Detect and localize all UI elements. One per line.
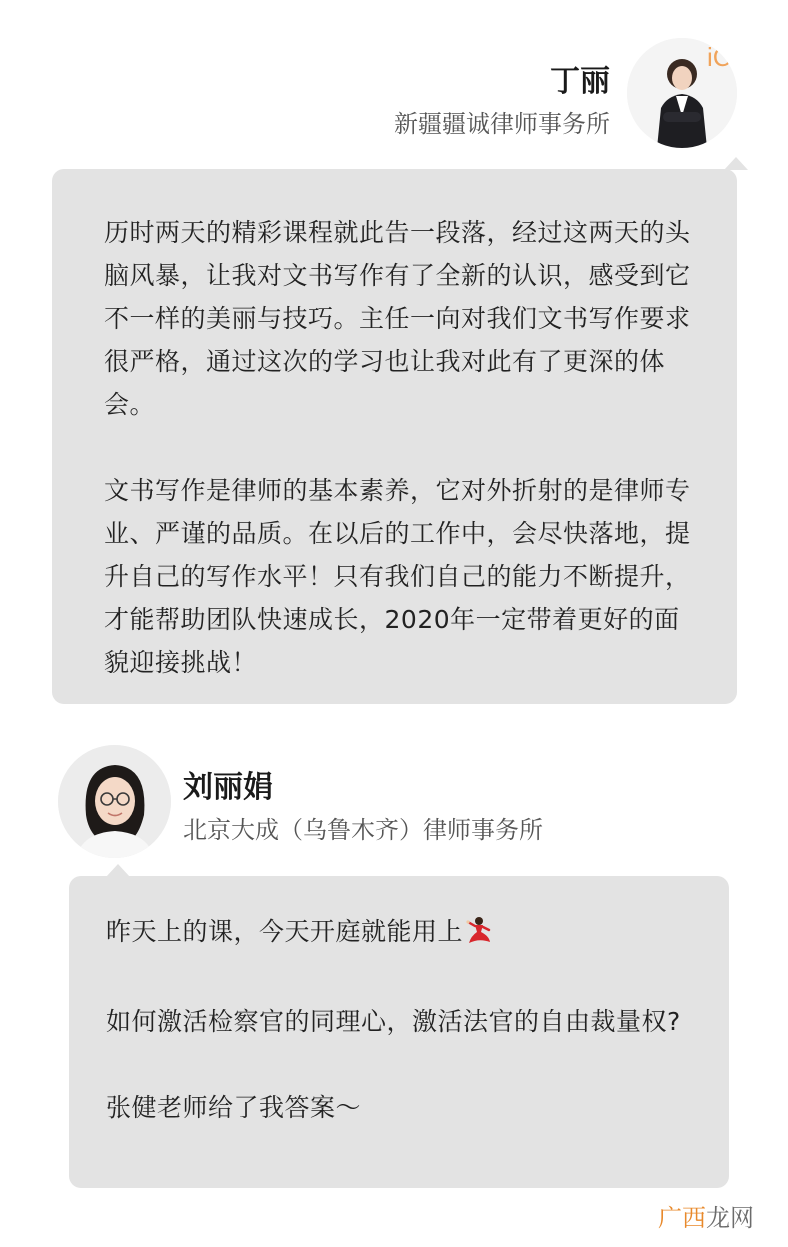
site-watermark	[658, 1198, 754, 1233]
watermark-part: 西	[682, 1204, 706, 1232]
author-name: 刘丽娟	[183, 770, 273, 805]
bubble-tail	[106, 864, 130, 877]
comment-paragraph: 如何激活检察官的同理心，激活法官的自由裁量权?	[106, 1007, 681, 1036]
comment-paragraph: 文书写作是律师的基本素养，它对外折射的是律师专业、严谨的品质。在以后的工作中，会尽快落地，提升自己的写作水平！只有我们自己的能力不断提升，才能帮助团队快速成长，2020年一定带着更好的面貌迎接挑战！	[104, 476, 691, 677]
comment-bubble	[69, 876, 729, 1188]
author-name: 丁丽	[550, 64, 610, 99]
comment-text: 昨天上的课，今天开庭就能用上	[106, 917, 464, 946]
watermark-part: 广	[658, 1204, 682, 1232]
logo-mark: iC	[707, 42, 732, 72]
avatar-ding-li[interactable]	[627, 38, 737, 148]
comment-paragraph	[106, 910, 689, 957]
author-firm: 新疆疆诚律师事务所	[394, 110, 610, 138]
comment-bubble	[52, 169, 737, 704]
dancer-emoji-icon	[465, 914, 491, 957]
woman-with-glasses-icon	[58, 745, 171, 858]
comment-paragraph: 历时两天的精彩课程就此告一段落，经过这两天的头脑风暴，让我对文书写作有了全新的认识，感受到它不一样的美丽与技巧。主任一向对我们文书写作要求很严格，通过这次的学习也让我对此有了更深的体会。	[104, 218, 691, 419]
watermark-part: 龙网	[706, 1204, 754, 1232]
avatar-liu-lijuan[interactable]	[58, 745, 171, 858]
bubble-tail	[724, 157, 748, 170]
comment-paragraph: 张健老师给了我答案～	[106, 1093, 362, 1122]
author-firm: 北京大成（乌鲁木齐）律师事务所	[183, 816, 543, 844]
